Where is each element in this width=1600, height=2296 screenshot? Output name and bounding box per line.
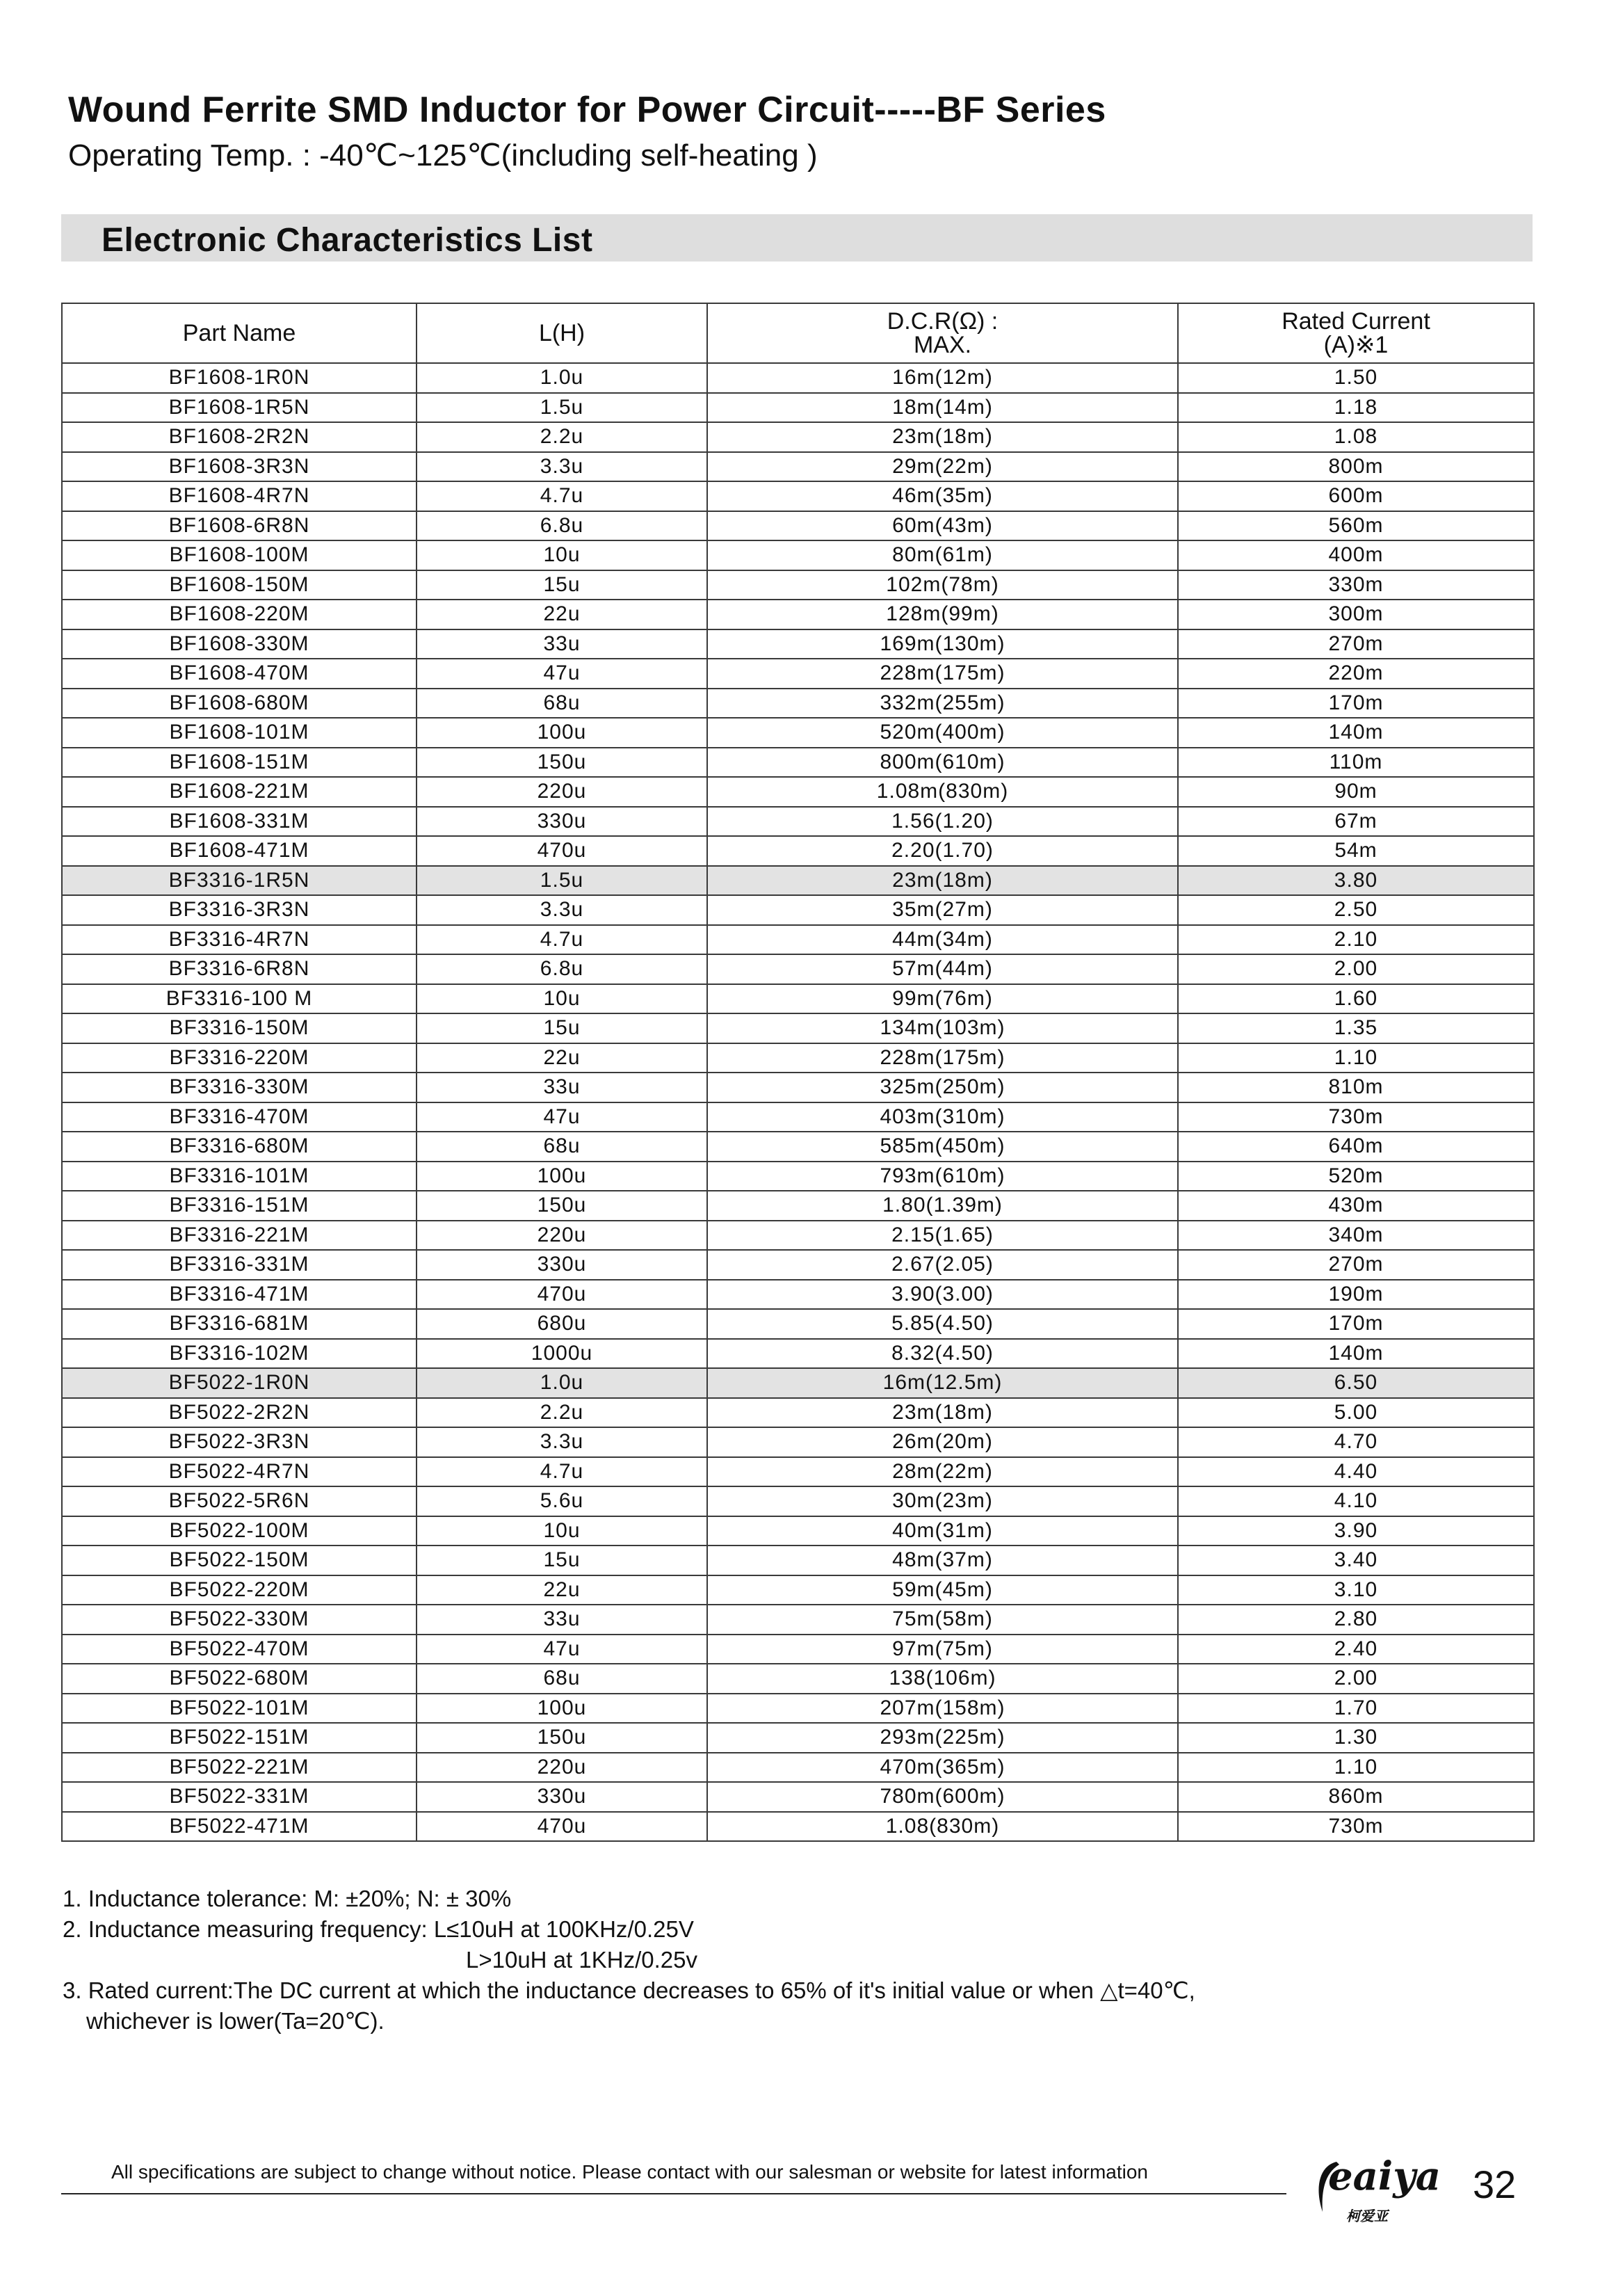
cell-dcr: 138(106m)	[707, 1664, 1178, 1694]
cell-rated-current: 3.10	[1178, 1575, 1534, 1605]
cell-part-name: BF5022-330M	[62, 1605, 417, 1635]
cell-part-name: BF1608-100M	[62, 540, 417, 570]
cell-dcr: 403m(310m)	[707, 1102, 1178, 1132]
cell-dcr: 585m(450m)	[707, 1132, 1178, 1162]
cell-inductance: 3.3u	[417, 452, 707, 482]
cell-part-name: BF1608-470M	[62, 659, 417, 689]
cell-inductance: 68u	[417, 1132, 707, 1162]
page-number: 32	[1473, 2162, 1517, 2206]
cell-dcr: 3.90(3.00)	[707, 1280, 1178, 1310]
header-rated-current	[1178, 303, 1534, 363]
cell-rated-current: 4.70	[1178, 1427, 1534, 1457]
note-frequency: 2. Inductance measuring frequency: L≤10uH at 100KHz/0.25V	[63, 1916, 694, 1942]
cell-rated-current: 1.10	[1178, 1043, 1534, 1073]
cell-dcr: 23m(18m)	[707, 422, 1178, 452]
cell-rated-current: 3.40	[1178, 1546, 1534, 1575]
table-row	[62, 481, 1534, 511]
table-row	[62, 511, 1534, 541]
cell-dcr: 5.85(4.50)	[707, 1309, 1178, 1339]
table-row	[62, 452, 1534, 482]
cell-inductance: 4.7u	[417, 481, 707, 511]
cell-part-name: BF3316-150M	[62, 1013, 417, 1043]
table-row	[62, 1635, 1534, 1664]
cell-part-name: BF3316-101M	[62, 1162, 417, 1191]
note-frequency-continued: L>10uH at 1KHz/0.25v	[466, 1947, 697, 1973]
cell-part-name: BF5022-331M	[62, 1782, 417, 1812]
footer-divider	[61, 2193, 1286, 2194]
cell-rated-current: 270m	[1178, 629, 1534, 659]
cell-dcr: 228m(175m)	[707, 659, 1178, 689]
table-header-row	[62, 303, 1534, 363]
cell-rated-current: 270m	[1178, 1250, 1534, 1280]
cell-inductance: 10u	[417, 1516, 707, 1546]
cell-dcr: 16m(12m)	[707, 363, 1178, 393]
cell-rated-current: 600m	[1178, 481, 1534, 511]
cell-rated-current: 4.10	[1178, 1486, 1534, 1516]
cell-inductance: 100u	[417, 718, 707, 748]
table-row	[62, 984, 1534, 1014]
cell-rated-current: 430m	[1178, 1191, 1534, 1221]
cell-rated-current: 400m	[1178, 540, 1534, 570]
table-row	[62, 1102, 1534, 1132]
cell-inductance: 6.8u	[417, 954, 707, 984]
cell-dcr: 99m(76m)	[707, 984, 1178, 1014]
notes-section	[63, 1884, 1195, 2037]
cell-rated-current: 730m	[1178, 1812, 1534, 1842]
table-row	[62, 629, 1534, 659]
cell-dcr: 48m(37m)	[707, 1546, 1178, 1575]
header-part-name-label: Part Name	[182, 320, 296, 346]
cell-dcr: 44m(34m)	[707, 925, 1178, 955]
cell-inductance: 33u	[417, 1073, 707, 1102]
cell-part-name: BF3316-1R5N	[62, 866, 417, 896]
cell-inductance: 4.7u	[417, 1457, 707, 1487]
cell-inductance: 4.7u	[417, 925, 707, 955]
cell-inductance: 68u	[417, 1664, 707, 1694]
cell-rated-current: 810m	[1178, 1073, 1534, 1102]
table-row	[62, 1723, 1534, 1753]
cell-dcr: 26m(20m)	[707, 1427, 1178, 1457]
cell-part-name: BF1608-331M	[62, 807, 417, 837]
section-title: Electronic Characteristics List	[102, 222, 593, 259]
cell-inductance: 150u	[417, 748, 707, 778]
table-row	[62, 807, 1534, 837]
cell-dcr: 128m(99m)	[707, 600, 1178, 629]
cell-rated-current: 67m	[1178, 807, 1534, 837]
table-row	[62, 422, 1534, 452]
cell-dcr: 16m(12.5m)	[707, 1368, 1178, 1398]
table-row	[62, 1280, 1534, 1310]
cell-rated-current: 4.40	[1178, 1457, 1534, 1487]
cell-part-name: BF1608-221M	[62, 777, 417, 807]
table-row	[62, 1073, 1534, 1102]
table-row	[62, 1694, 1534, 1724]
note-rated-current-continued: whichever is lower(Ta=20℃).	[86, 2008, 385, 2034]
cell-dcr: 2.67(2.05)	[707, 1250, 1178, 1280]
cell-part-name: BF1608-680M	[62, 689, 417, 718]
cell-part-name: BF1608-1R5N	[62, 393, 417, 423]
cell-inductance: 47u	[417, 1102, 707, 1132]
cell-part-name: BF5022-1R0N	[62, 1368, 417, 1398]
cell-part-name: BF1608-151M	[62, 748, 417, 778]
header-dcr-line2: MAX.	[913, 332, 972, 358]
cell-rated-current: 520m	[1178, 1162, 1534, 1191]
cell-inductance: 22u	[417, 1575, 707, 1605]
header-dcr-line1: D.C.R(Ω) :	[887, 308, 999, 335]
cell-rated-current: 1.70	[1178, 1694, 1534, 1724]
cell-inductance: 150u	[417, 1723, 707, 1753]
table-row	[62, 954, 1534, 984]
cell-dcr: 134m(103m)	[707, 1013, 1178, 1043]
cell-inductance: 2.2u	[417, 1398, 707, 1428]
table-row	[62, 1782, 1534, 1812]
table-row	[62, 1250, 1534, 1280]
cell-dcr: 470m(365m)	[707, 1753, 1178, 1783]
table-row	[62, 836, 1534, 866]
cell-inductance: 5.6u	[417, 1486, 707, 1516]
cell-dcr: 332m(255m)	[707, 689, 1178, 718]
brand-logo	[1313, 2153, 1445, 2230]
cell-inductance: 47u	[417, 659, 707, 689]
table-row	[62, 1457, 1534, 1487]
cell-dcr: 57m(44m)	[707, 954, 1178, 984]
cell-rated-current: 1.35	[1178, 1013, 1534, 1043]
table-row	[62, 777, 1534, 807]
table-row	[62, 1753, 1534, 1783]
table-row	[62, 689, 1534, 718]
cell-rated-current: 170m	[1178, 1309, 1534, 1339]
note-rated-current: 3. Rated current:The DC current at which the inductance decreases to 65% of it's initial value or when △t=40℃,	[63, 1977, 1195, 2003]
cell-rated-current: 2.50	[1178, 895, 1534, 925]
cell-rated-current: 220m	[1178, 659, 1534, 689]
cell-part-name: BF3316-3R3N	[62, 895, 417, 925]
cell-inductance: 100u	[417, 1162, 707, 1191]
page-title: Wound Ferrite SMD Inductor for Power Circuit-----BF Series	[68, 90, 1106, 130]
cell-dcr: 18m(14m)	[707, 393, 1178, 423]
cell-dcr: 2.20(1.70)	[707, 836, 1178, 866]
table-row	[62, 1486, 1534, 1516]
table-row	[62, 570, 1534, 600]
cell-rated-current: 1.30	[1178, 1723, 1534, 1753]
cell-inductance: 470u	[417, 1812, 707, 1842]
table-row	[62, 540, 1534, 570]
cell-rated-current: 2.80	[1178, 1605, 1534, 1635]
cell-dcr: 102m(78m)	[707, 570, 1178, 600]
table-row	[62, 895, 1534, 925]
cell-inductance: 220u	[417, 777, 707, 807]
operating-temp-subtitle: Operating Temp. : -40℃~125℃(including self-heating )	[68, 138, 818, 172]
note-tolerance: 1. Inductance tolerance: M: ±20%; N: ± 30%	[63, 1886, 512, 1911]
cell-dcr: 23m(18m)	[707, 1398, 1178, 1428]
cell-dcr: 169m(130m)	[707, 629, 1178, 659]
cell-rated-current: 300m	[1178, 600, 1534, 629]
table-row	[62, 866, 1534, 896]
cell-dcr: 28m(22m)	[707, 1457, 1178, 1487]
cell-dcr: 23m(18m)	[707, 866, 1178, 896]
cell-dcr: 1.56(1.20)	[707, 807, 1178, 837]
table-row	[62, 748, 1534, 778]
table-row	[62, 1427, 1534, 1457]
cell-part-name: BF5022-100M	[62, 1516, 417, 1546]
cell-inductance: 33u	[417, 629, 707, 659]
cell-dcr: 75m(58m)	[707, 1605, 1178, 1635]
cell-inductance: 10u	[417, 984, 707, 1014]
cell-dcr: 800m(610m)	[707, 748, 1178, 778]
cell-inductance: 470u	[417, 1280, 707, 1310]
cell-inductance: 10u	[417, 540, 707, 570]
table-row	[62, 1575, 1534, 1605]
cell-dcr: 207m(158m)	[707, 1694, 1178, 1724]
table-row	[62, 1162, 1534, 1191]
cell-rated-current: 54m	[1178, 836, 1534, 866]
cell-inductance: 15u	[417, 1013, 707, 1043]
cell-rated-current: 330m	[1178, 570, 1534, 600]
table-row	[62, 1605, 1534, 1635]
header-dcr	[707, 303, 1178, 363]
table-row	[62, 1812, 1534, 1842]
cell-part-name: BF5022-151M	[62, 1723, 417, 1753]
cell-inductance: 22u	[417, 1043, 707, 1073]
cell-inductance: 680u	[417, 1309, 707, 1339]
cell-rated-current: 2.00	[1178, 1664, 1534, 1694]
header-part-name	[62, 303, 417, 363]
cell-inductance: 220u	[417, 1753, 707, 1783]
cell-inductance: 68u	[417, 689, 707, 718]
cell-part-name: BF3316-6R8N	[62, 954, 417, 984]
table-row	[62, 1132, 1534, 1162]
cell-dcr: 60m(43m)	[707, 511, 1178, 541]
cell-part-name: BF3316-470M	[62, 1102, 417, 1132]
cell-dcr: 520m(400m)	[707, 718, 1178, 748]
cell-part-name: BF5022-471M	[62, 1812, 417, 1842]
table-row	[62, 659, 1534, 689]
cell-rated-current: 1.18	[1178, 393, 1534, 423]
cell-rated-current: 140m	[1178, 718, 1534, 748]
cell-dcr: 293m(225m)	[707, 1723, 1178, 1753]
table-row	[62, 1309, 1534, 1339]
cell-part-name: BF1608-4R7N	[62, 481, 417, 511]
cell-part-name: BF3316-221M	[62, 1221, 417, 1251]
cell-part-name: BF5022-5R6N	[62, 1486, 417, 1516]
cell-dcr: 80m(61m)	[707, 540, 1178, 570]
cell-part-name: BF5022-221M	[62, 1753, 417, 1783]
cell-dcr: 8.32(4.50)	[707, 1339, 1178, 1369]
cell-part-name: BF1608-6R8N	[62, 511, 417, 541]
cell-dcr: 35m(27m)	[707, 895, 1178, 925]
cell-dcr: 2.15(1.65)	[707, 1221, 1178, 1251]
cell-part-name: BF1608-330M	[62, 629, 417, 659]
cell-dcr: 793m(610m)	[707, 1162, 1178, 1191]
cell-rated-current: 860m	[1178, 1782, 1534, 1812]
electronic-characteristics-table	[61, 303, 1535, 1842]
brand-chinese-name: 柯爱亚	[1346, 2209, 1388, 2224]
cell-rated-current: 340m	[1178, 1221, 1534, 1251]
cell-rated-current: 1.60	[1178, 984, 1534, 1014]
cell-part-name: BF3316-330M	[62, 1073, 417, 1102]
section-header-bar	[61, 214, 1533, 262]
footer-disclaimer: All specifications are subject to change without notice. Please contact with our salesman or website for latest information	[111, 2161, 1148, 2183]
brand-wordmark: eaiya	[1328, 2153, 1441, 2199]
cell-part-name: BF5022-2R2N	[62, 1398, 417, 1428]
cell-part-name: BF5022-220M	[62, 1575, 417, 1605]
cell-rated-current: 640m	[1178, 1132, 1534, 1162]
cell-inductance: 15u	[417, 570, 707, 600]
cell-inductance: 330u	[417, 807, 707, 837]
cell-inductance: 1.0u	[417, 363, 707, 393]
table-row	[62, 1339, 1534, 1369]
header-rated-current-line2: (A)※1	[1323, 332, 1389, 358]
cell-part-name: BF3316-681M	[62, 1309, 417, 1339]
cell-rated-current: 140m	[1178, 1339, 1534, 1369]
table-row	[62, 925, 1534, 955]
cell-inductance: 330u	[417, 1250, 707, 1280]
cell-rated-current: 5.00	[1178, 1398, 1534, 1428]
cell-dcr: 325m(250m)	[707, 1073, 1178, 1102]
table-row	[62, 718, 1534, 748]
cell-rated-current: 3.80	[1178, 866, 1534, 896]
cell-part-name: BF5022-680M	[62, 1664, 417, 1694]
cell-rated-current: 2.10	[1178, 925, 1534, 955]
cell-part-name: BF3316-331M	[62, 1250, 417, 1280]
cell-part-name: BF1608-471M	[62, 836, 417, 866]
cell-inductance: 22u	[417, 600, 707, 629]
cell-part-name: BF3316-151M	[62, 1191, 417, 1221]
cell-part-name: BF3316-102M	[62, 1339, 417, 1369]
cell-part-name: BF3316-4R7N	[62, 925, 417, 955]
cell-dcr: 228m(175m)	[707, 1043, 1178, 1073]
cell-part-name: BF1608-2R2N	[62, 422, 417, 452]
cell-part-name: BF1608-101M	[62, 718, 417, 748]
table-row	[62, 1398, 1534, 1428]
cell-inductance: 15u	[417, 1546, 707, 1575]
cell-rated-current: 1.50	[1178, 363, 1534, 393]
header-inductance-label: L(H)	[538, 320, 585, 346]
cell-inductance: 220u	[417, 1221, 707, 1251]
cell-dcr: 40m(31m)	[707, 1516, 1178, 1546]
cell-part-name: BF1608-3R3N	[62, 452, 417, 482]
cell-rated-current: 6.50	[1178, 1368, 1534, 1398]
cell-inductance: 1.0u	[417, 1368, 707, 1398]
cell-inductance: 47u	[417, 1635, 707, 1664]
cell-inductance: 3.3u	[417, 895, 707, 925]
cell-rated-current: 90m	[1178, 777, 1534, 807]
cell-inductance: 1.5u	[417, 866, 707, 896]
cell-rated-current: 1.10	[1178, 1753, 1534, 1783]
cell-dcr: 46m(35m)	[707, 481, 1178, 511]
cell-rated-current: 1.08	[1178, 422, 1534, 452]
cell-rated-current: 170m	[1178, 689, 1534, 718]
cell-inductance: 330u	[417, 1782, 707, 1812]
cell-rated-current: 2.00	[1178, 954, 1534, 984]
cell-rated-current: 730m	[1178, 1102, 1534, 1132]
cell-inductance: 1000u	[417, 1339, 707, 1369]
header-inductance	[417, 303, 707, 363]
cell-inductance: 2.2u	[417, 422, 707, 452]
cell-part-name: BF5022-101M	[62, 1694, 417, 1724]
cell-rated-current: 190m	[1178, 1280, 1534, 1310]
table-row	[62, 1191, 1534, 1221]
cell-part-name: BF3316-100 M	[62, 984, 417, 1014]
cell-part-name: BF1608-220M	[62, 600, 417, 629]
cell-part-name: BF5022-4R7N	[62, 1457, 417, 1487]
table-row	[62, 1013, 1534, 1043]
cell-part-name: BF5022-3R3N	[62, 1427, 417, 1457]
cell-part-name: BF3316-220M	[62, 1043, 417, 1073]
table-row	[62, 393, 1534, 423]
cell-dcr: 1.80(1.39m)	[707, 1191, 1178, 1221]
cell-dcr: 29m(22m)	[707, 452, 1178, 482]
cell-dcr: 59m(45m)	[707, 1575, 1178, 1605]
cell-inductance: 100u	[417, 1694, 707, 1724]
cell-dcr: 1.08(830m)	[707, 1812, 1178, 1842]
cell-part-name: BF1608-150M	[62, 570, 417, 600]
table-row	[62, 1516, 1534, 1546]
cell-dcr: 1.08m(830m)	[707, 777, 1178, 807]
cell-rated-current: 3.90	[1178, 1516, 1534, 1546]
cell-part-name: BF3316-471M	[62, 1280, 417, 1310]
cell-part-name: BF5022-150M	[62, 1546, 417, 1575]
table-body	[62, 363, 1534, 1841]
table-row	[62, 1043, 1534, 1073]
cell-inductance: 3.3u	[417, 1427, 707, 1457]
header-rated-current-line1: Rated Current	[1282, 308, 1430, 335]
cell-inductance: 150u	[417, 1191, 707, 1221]
cell-rated-current: 2.40	[1178, 1635, 1534, 1664]
cell-dcr: 30m(23m)	[707, 1486, 1178, 1516]
cell-rated-current: 560m	[1178, 511, 1534, 541]
cell-inductance: 33u	[417, 1605, 707, 1635]
table-row	[62, 1368, 1534, 1398]
table-row	[62, 1221, 1534, 1251]
cell-dcr: 780m(600m)	[707, 1782, 1178, 1812]
table-row	[62, 363, 1534, 393]
cell-inductance: 1.5u	[417, 393, 707, 423]
cell-part-name: BF1608-1R0N	[62, 363, 417, 393]
cell-inductance: 6.8u	[417, 511, 707, 541]
cell-rated-current: 110m	[1178, 748, 1534, 778]
cell-dcr: 97m(75m)	[707, 1635, 1178, 1664]
cell-inductance: 470u	[417, 836, 707, 866]
cell-part-name: BF3316-680M	[62, 1132, 417, 1162]
table-row	[62, 600, 1534, 629]
table-row	[62, 1664, 1534, 1694]
cell-rated-current: 800m	[1178, 452, 1534, 482]
table-row	[62, 1546, 1534, 1575]
cell-part-name: BF5022-470M	[62, 1635, 417, 1664]
